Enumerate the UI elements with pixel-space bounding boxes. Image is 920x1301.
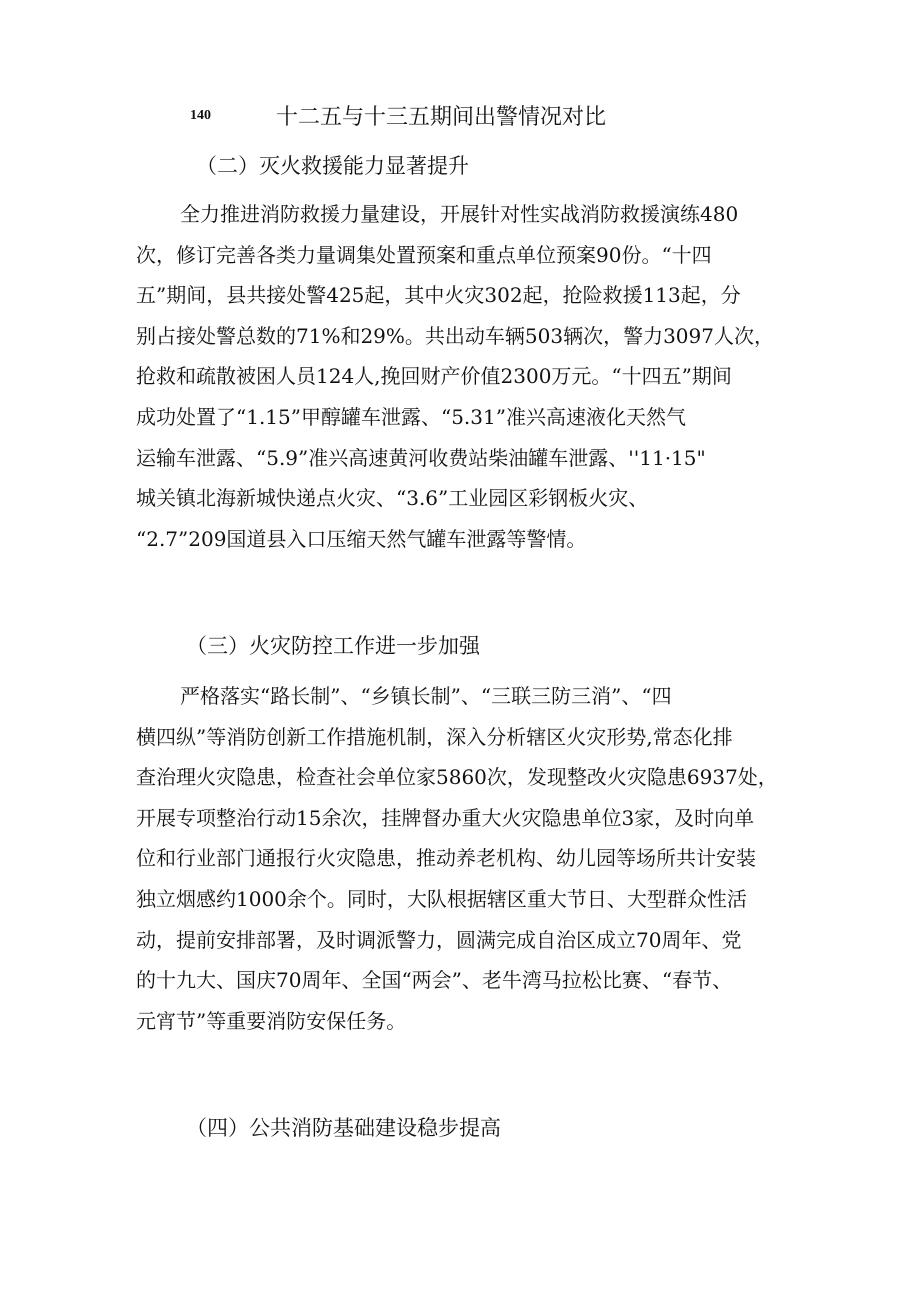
section-heading-4: （四）公共消防基础建设稳步提高 <box>186 1116 501 1140</box>
paragraph-line: “2.7”209国道县入口压缩天然气罐车泄露等警情。 <box>136 526 587 551</box>
section-heading-2: （二）灭火救援能力显著提升 <box>196 154 469 178</box>
paragraph-line: 严格落实“路长制”、“乡镇长制”、“三联三防三消”、“四 <box>180 684 672 708</box>
figure-number: 140 <box>190 108 211 123</box>
section-paragraph-2 <box>136 194 786 559</box>
paragraph-line: 抢救和疏散被困人员124人,挽回财产价值2300万元。“十四五”期间 <box>136 364 732 389</box>
section-paragraph-3 <box>136 676 786 1041</box>
figure-caption-text: 十二五与十三五期间出警情况对比 <box>276 105 607 130</box>
paragraph-line: 别占接处警总数的71%和29%。共出动车辆503辆次，警力3097人次， <box>136 323 774 348</box>
paragraph-line: 元宵节”等重要消防安保任务。 <box>136 1008 407 1033</box>
figure-caption <box>190 100 890 134</box>
section-heading-3: （三）火灾防控工作进一步加强 <box>186 634 480 658</box>
paragraph-line: 独立烟感约1000余个。同时，大队根据辖区重大节日、大型群众性活 <box>136 886 747 911</box>
paragraph-line: 横四纵”等消防创新工作措施机制，深入分析辖区火灾形势,常态化排 <box>136 724 733 749</box>
paragraph-line: 次，修订完善各类力量调集处置预案和重点单位预案90份。“十四 <box>136 242 712 267</box>
paragraph-line: 的十九大、国庆70周年、全国“两会”、老牛湾马拉松比赛、“春节、 <box>136 968 733 993</box>
paragraph-line: 运输车泄露、“5.9”准兴高速黄河收费站柴油罐车泄露、''11·15" <box>136 445 706 470</box>
paragraph-line: 位和行业部门通报行火灾隐患，推动养老机构、幼儿园等场所共计安装 <box>136 846 756 871</box>
paragraph-line: 动，提前安排部署，及时调派警力，圆满完成自治区成立70周年、党 <box>136 927 742 952</box>
paragraph-line: 开展专项整治行动15余次，挂牌督办重大火灾隐患单位3家，及时向单 <box>136 805 755 830</box>
paragraph-line: 成功处置了“1.15”甲醇罐车泄露、“5.31”准兴高速液化天然气 <box>136 404 686 429</box>
paragraph-line: 全力推进消防救援力量建设，开展针对性实战消防救援演练480 <box>180 202 739 226</box>
paragraph-line: 城关镇北海新城快递点火灾、“3.6”工业园区彩钢板火灾、 <box>136 486 649 511</box>
paragraph-line: 五”期间，县共接处警425起，其中火灾302起，抢险救援113起，分 <box>136 283 741 308</box>
paragraph-line: 查治理火灾隐患，检查社会单位家5860次，发现整改火灾隐患6937处， <box>136 765 778 790</box>
